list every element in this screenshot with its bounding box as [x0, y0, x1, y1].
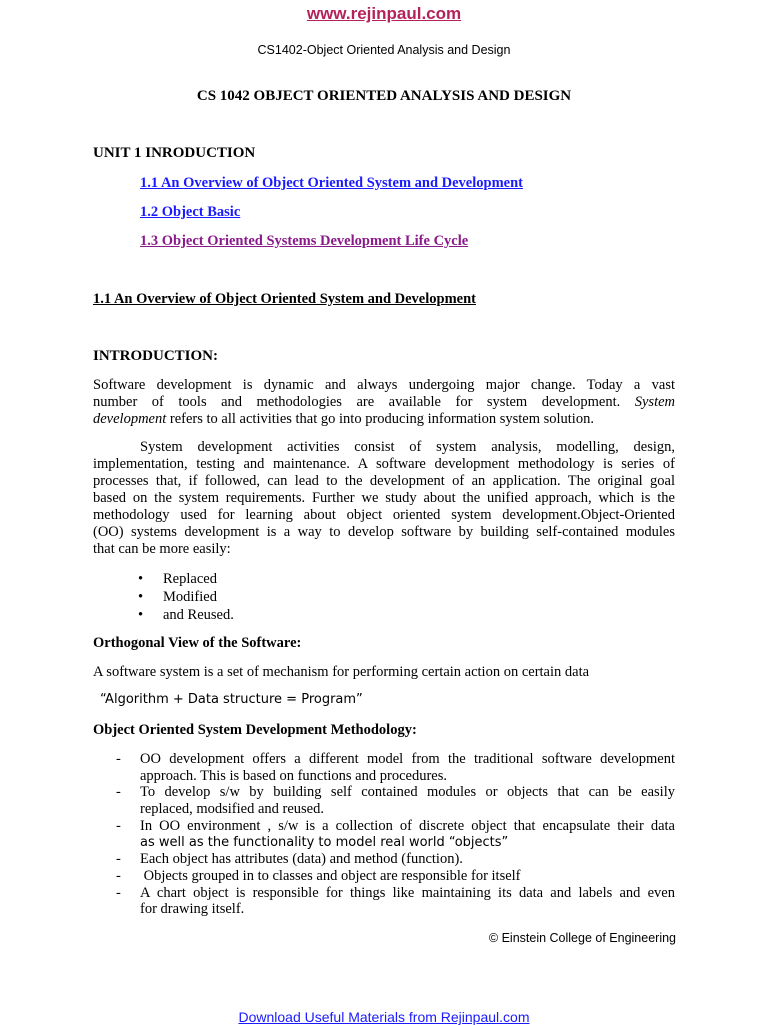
bullet-text: and Reused. — [163, 607, 234, 623]
footer-download-link[interactable]: Download Useful Materials from Rejinpaul.com — [238, 1009, 530, 1025]
bullet-item — [136, 588, 234, 606]
methodology-item — [116, 851, 675, 868]
para-line: (OO) systems development is a way to develop software by building self-contained modules — [93, 524, 675, 540]
intro-line — [93, 394, 675, 411]
methodology-line: approach. This is based on functions and procedures. — [140, 767, 447, 784]
dash-icon: - — [116, 851, 121, 868]
methodology-line: for drawing itself. — [140, 901, 245, 918]
bullet-icon: • — [138, 589, 144, 605]
methodology-line: In OO environment , s/w is a collection of discrete object that encapsulate their data — [140, 817, 675, 834]
methodology-heading: Object Oriented System Development Methodology: — [93, 722, 417, 738]
methodology-line: Each object has attributes (data) and method (function). — [140, 851, 463, 868]
intro-italic: development — [93, 411, 167, 427]
dash-icon: - — [116, 884, 121, 901]
orthogonal-heading: Orthogonal View of the Software: — [93, 635, 302, 651]
site-link[interactable]: www.rejinpaul.com — [306, 4, 462, 23]
para-line: implementation, testing and maintenance. A software development methodology is series of — [93, 456, 675, 472]
para-line: System development activities consist of system analysis, modelling, design, — [140, 439, 675, 455]
intro-italic: System — [634, 394, 675, 410]
toc-link-1-1[interactable]: 1.1 An Overview of Object Oriented System and Development — [140, 175, 523, 191]
course-code-header: CS1402-Object Oriented Analysis and Design — [257, 43, 511, 57]
intro-text: refers to all activities that go into producing information system solution. — [166, 411, 594, 427]
dash-icon: - — [116, 784, 121, 801]
bullet-item — [136, 570, 234, 588]
intro-line: Software development is dynamic and always undergoing major change. Today a vast — [93, 377, 675, 393]
orthogonal-text: A software system is a set of mechanism for performing certain action on certain data — [93, 664, 590, 680]
para-line: processes that, if followed, can lead to the development of an application. The original goal — [93, 473, 675, 489]
page-title: CS 1042 OBJECT ORIENTED ANALYSIS AND DESIGN — [196, 88, 572, 104]
methodology-line: A chart object is responsible for things like maintaining its data and labels and even — [140, 884, 675, 901]
methodology-item — [116, 885, 675, 918]
dash-icon: - — [116, 817, 121, 834]
bullet-text: Modified — [163, 589, 217, 605]
methodology-line: OO development offers a different model from the traditional software development — [140, 751, 675, 767]
section-heading: 1.1 An Overview of Object Oriented System and Development — [93, 291, 476, 307]
bullet-item — [136, 606, 234, 624]
methodology-item — [116, 751, 675, 784]
toc-link-1-2[interactable]: 1.2 Object Basic — [140, 204, 241, 220]
bullet-text: Replaced — [163, 571, 217, 587]
intro-line — [93, 411, 675, 428]
bullet-icon: • — [138, 571, 144, 587]
methodology-list — [116, 751, 675, 918]
formula-text: “Algorithm + Data structure = Program” — [100, 692, 363, 707]
methodology-line: as well as the functionality to model real world “objects” — [140, 834, 509, 850]
para-line: methodology used for learning about object oriented system development.Object-Oriented — [93, 507, 675, 523]
intro-text: number of tools and methodologies are available for system development. — [93, 394, 621, 410]
methodology-item — [116, 818, 675, 851]
intro-paragraph — [93, 377, 675, 428]
dash-icon: - — [116, 751, 121, 767]
system-development-paragraph — [93, 439, 675, 558]
toc-link-1-3[interactable]: 1.3 Object Oriented Systems Development Life Cycle — [140, 233, 469, 249]
methodology-line: replaced, modsified and reused. — [140, 801, 324, 818]
copyright-text: © Einstein College of Engineering — [488, 931, 676, 945]
bullet-list — [136, 570, 234, 624]
para-line: based on the system requirements. Further we study about the unified approach, which is the — [93, 490, 675, 506]
methodology-line: To develop s/w by building self contained modules or objects that can be easily — [140, 784, 675, 801]
bullet-icon: • — [138, 607, 144, 623]
methodology-item — [116, 868, 675, 885]
dash-icon: - — [116, 867, 121, 884]
introduction-heading: INTRODUCTION: — [93, 348, 219, 364]
methodology-line: Objects grouped in to classes and object are responsible for itself — [140, 867, 521, 884]
methodology-item — [116, 784, 675, 817]
para-line: that can be more easily: — [93, 541, 231, 557]
unit-heading: UNIT 1 INRODUCTION — [93, 145, 256, 161]
